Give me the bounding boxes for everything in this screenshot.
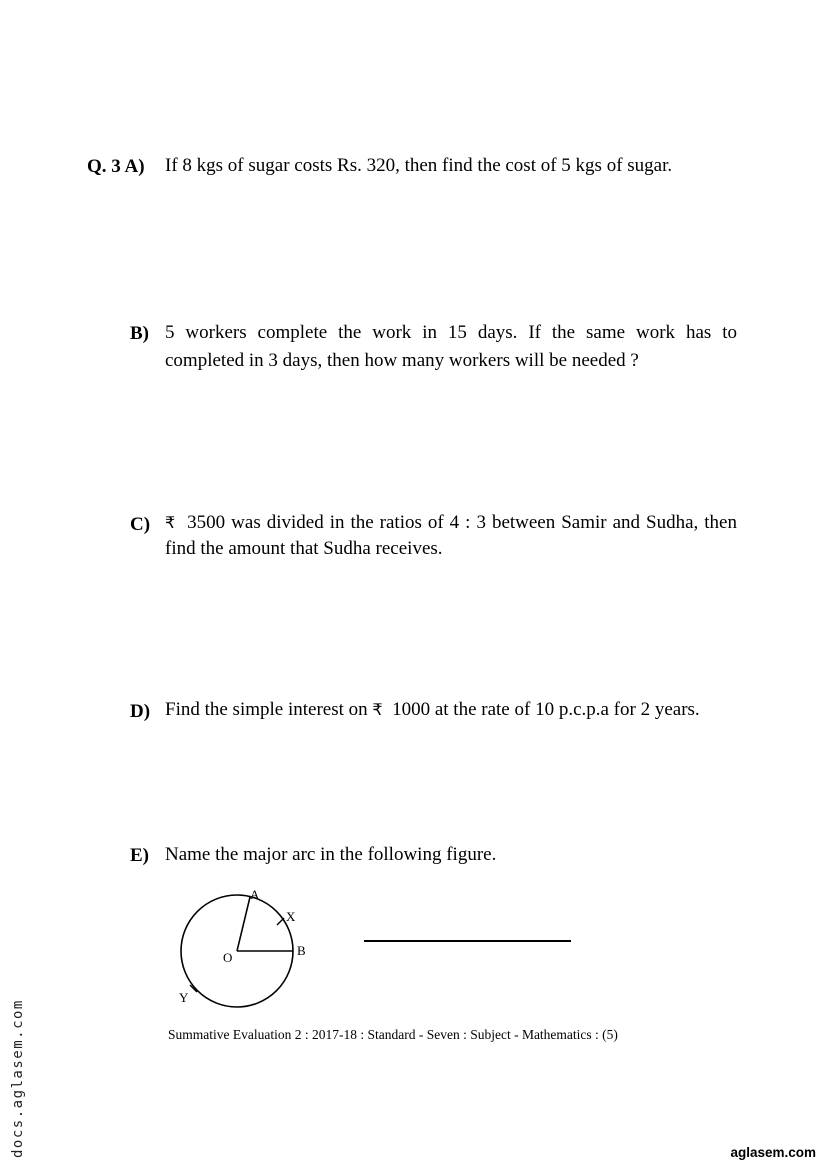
question-label-q3a: [87, 157, 145, 176]
question-text-b: 5 workers complete the work in 15 days. If the same work has to completed in 3 days, then how many workers will be needed ?: [165, 322, 737, 371]
question-text-c: [165, 510, 737, 562]
label-a: A: [250, 887, 260, 902]
watermark: docs.aglasem.com: [10, 999, 26, 1158]
label-b: B: [297, 943, 306, 958]
part-label-c: C): [130, 514, 151, 535]
question-text-d-before: Find the simple interest on: [165, 699, 368, 720]
brand-link[interactable]: aglasem.com: [730, 1145, 816, 1160]
label-x: X: [286, 909, 296, 924]
part-label-d: D): [130, 701, 151, 722]
label-y: Y: [179, 990, 189, 1005]
tick-x: [277, 918, 284, 925]
rupee-symbol: ₹: [165, 513, 176, 532]
rupee-symbol: ₹: [372, 700, 383, 719]
part-label-a: A): [124, 156, 145, 177]
label-o: O: [223, 950, 233, 965]
part-label-b: B): [130, 323, 149, 344]
page-footer: Summative Evaluation 2 : 2017-18 : Standard - Seven : Subject - Mathematics : (5): [168, 1027, 618, 1042]
question-text-c-body: 3500 was divided in the ratios of 4 : 3 between Samir and Sudha, then find the amount that Sudha receives.: [165, 512, 737, 559]
question-number: Q. 3: [87, 156, 121, 177]
question-text-e: Name the major arc in the following figure.: [165, 844, 497, 865]
circle-figure: [160, 880, 320, 1020]
radius-oa: [237, 897, 250, 951]
question-text-a: If 8 kgs of sugar costs Rs. 320, then find the cost of 5 kgs of sugar.: [165, 155, 673, 176]
question-text-d: [165, 697, 737, 723]
part-label-e: E): [130, 845, 149, 866]
question-text-d-after: 1000 at the rate of 10 p.c.p.a for 2 years.: [392, 699, 700, 720]
answer-line[interactable]: [364, 940, 571, 942]
